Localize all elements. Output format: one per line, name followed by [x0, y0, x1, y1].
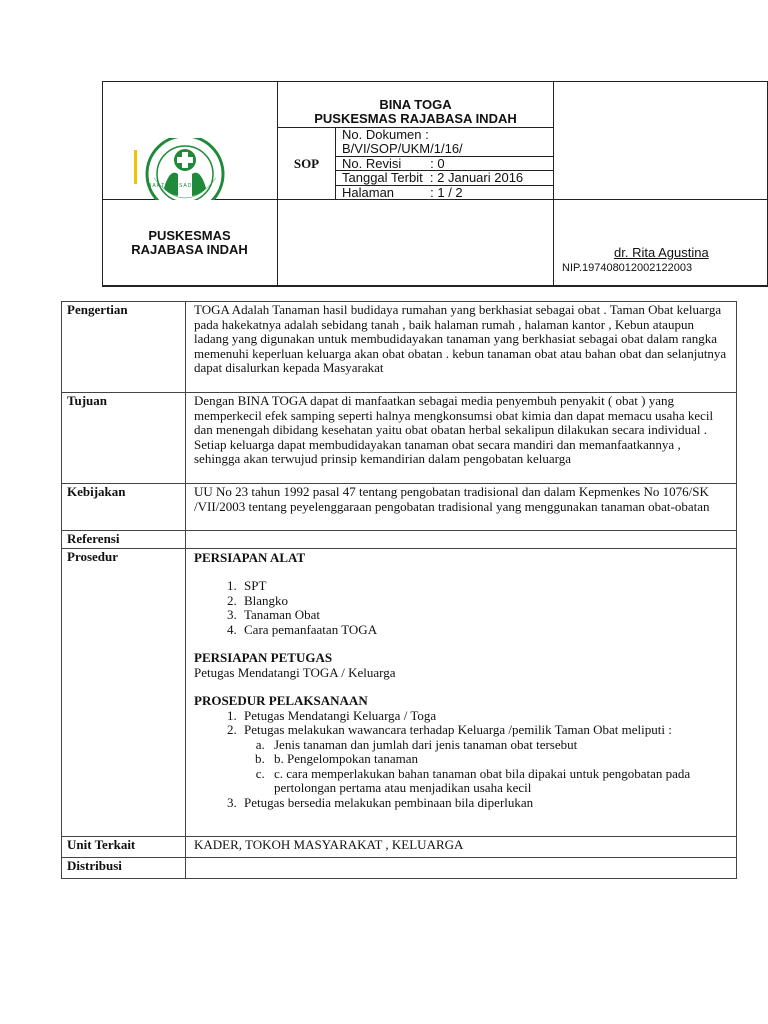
unit-terkait-text: KADER, TOKOH MASYARAKAT , KELUARGA [186, 836, 737, 857]
document-subtitle: PUSKESMAS RAJABASA INDAH [314, 111, 517, 126]
doc-number-value: B/VI/SOP/UKM/1/16/ [342, 141, 463, 156]
org-name-line2: RAJABASA INDAH [131, 242, 248, 257]
referensi-text [186, 531, 737, 549]
alat-list [194, 579, 730, 637]
sop-content-table [61, 301, 737, 879]
row-label: Distribusi [62, 857, 186, 878]
logo-caption: BAKTI HUSADA [148, 183, 197, 189]
document-title: BINA TOGA [379, 97, 452, 112]
kebijakan-text: UU No 23 tahun 1992 pasal 47 tentang pengobatan tradisional dan dalam Kepmenkes No 1076/SK /VII/2003 tentang peyelenggaraan pengobatan tradisional yang menggunakan tanaman obat-obatan [186, 484, 737, 531]
petugas-text: Petugas Mendatangi TOGA / Keluarga [194, 664, 396, 680]
row-unit-terkait [62, 836, 737, 857]
row-distribusi [62, 857, 737, 878]
pengertian-text: TOGA Adalah Tanaman hasil budidaya rumahan yang berkhasiat sebagai obat . Taman Obat keluarga pada hakekatnya adalah sebidang tanah , baik halaman rumah , halaman kantor , Kebun ataupun ladang yang digunakan untuk membudidayakan tanaman yang berkhasiat sebagai obat dalam rangka memenuhi keperluan keluarga akan obat obatan . kebun tanaman obat atau bahan obat dan selanjutnya dapat disalurkan kepada Masyarakat [186, 302, 737, 393]
list-item: 4. Cara pemanfaatan TOGA [240, 623, 730, 638]
list-item [240, 796, 730, 811]
sub-list-item: c. c. cara memperlakukan bahan tanaman obat bila dipakai untuk pengobatan pada pertolongan pertama atau menjadikan usaha kecil [268, 767, 730, 796]
pelaksanaan-list [194, 709, 730, 811]
row-label: Referensi [62, 531, 186, 549]
section-heading-petugas: PERSIAPAN PETUGAS [194, 650, 333, 665]
sub-list-item: a. Jenis tanaman dan jumlah dari jenis tanaman obat tersebut [268, 738, 730, 753]
section-heading-alat: PERSIAPAN ALAT [194, 549, 306, 565]
step-text: Petugas melakukan wawancara terhadap Keluarga /pemilik Taman Obat meliputi : [244, 722, 672, 737]
page-number: Halaman : 1 / 2 [342, 185, 463, 200]
signatory-name: dr. Rita Agustina [614, 245, 709, 260]
row-prosedur [62, 548, 737, 836]
row-referensi [62, 531, 737, 549]
sub-list-item: b. b. Pengelompokan tanaman [268, 752, 730, 767]
row-label: Kebijakan [62, 484, 186, 531]
prosedur-content [186, 548, 737, 836]
row-label: Pengertian [62, 302, 186, 393]
section-heading-pelaksanaan: PROSEDUR PELAKSANAAN [194, 693, 368, 708]
list-item: 1. SPT [240, 579, 730, 594]
row-kebijakan [62, 484, 737, 531]
puskesmas-logo [134, 138, 226, 200]
row-label: Tujuan [62, 393, 186, 484]
doc-number-label: No. Dokumen : [342, 127, 429, 142]
step-text: Petugas bersedia melakukan pembinaan bila diperlukan [244, 794, 534, 810]
list-item [240, 723, 730, 796]
step-text: Petugas Mendatangi Keluarga / Toga [244, 707, 437, 723]
row-tujuan [62, 393, 737, 484]
list-item [240, 709, 730, 724]
signatory-nip: NIP.197408012002122003 [562, 262, 693, 274]
org-name-line1: PUSKESMAS [148, 228, 231, 243]
distribusi-text [186, 857, 737, 878]
bakti-husada-logo-icon [134, 138, 226, 200]
revision-number: No. Revisi : 0 [342, 156, 445, 171]
sub-list [244, 738, 730, 796]
issue-date: Tanggal Terbit : 2 Januari 2016 [342, 170, 524, 185]
list-item: 2. Blangko [240, 594, 730, 609]
sop-label: SOP [293, 156, 320, 171]
row-pengertian [62, 302, 737, 393]
row-label: Unit Terkait [62, 836, 186, 857]
row-label: Prosedur [62, 548, 186, 836]
tujuan-text: Dengan BINA TOGA dapat di manfaatkan sebagai media penyembuh penyakit ( obat ) yang memperkecil efek samping seperti halnya mengkonsumsi obat kimia dan dapat memacu usaha kecil dan menengah dibidang kesehatan yaitu obat obatan herbal sekalipun dilakukan secara individual . Setiap keluarga dapat membudidayakan tanaman obat secara mandiri dan memanfaatkannya , sehingga akan terwujud prinsip kemandirian dalam pengobatan keluarga [186, 393, 737, 484]
list-item: 3. Tanaman Obat [240, 608, 730, 623]
sop-cell-border [335, 127, 336, 200]
header-border-bottom [102, 285, 768, 287]
